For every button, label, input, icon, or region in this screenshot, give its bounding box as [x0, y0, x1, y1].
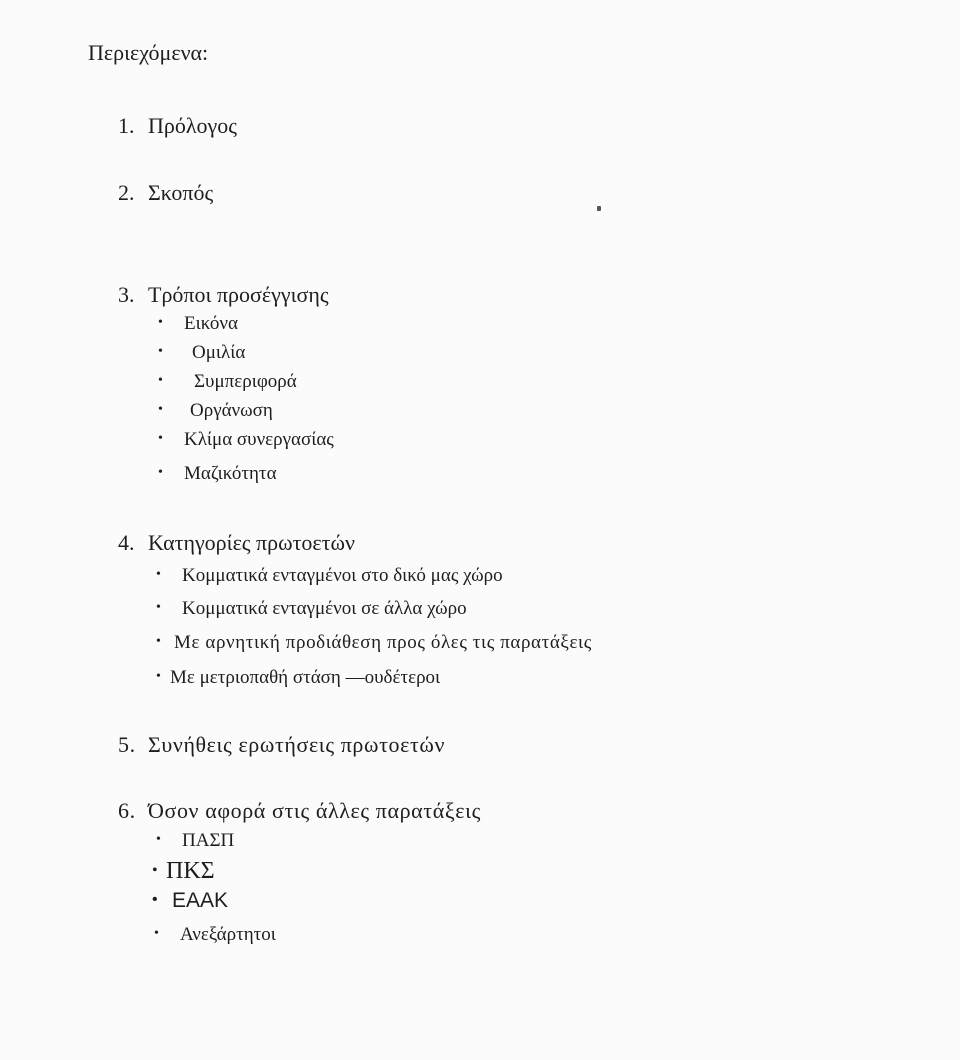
- bullet-icon: •: [152, 862, 158, 879]
- section-2: [118, 180, 213, 206]
- section-1: [118, 113, 237, 139]
- bullet-icon: •: [152, 891, 158, 908]
- section-title: Συνήθεις ερωτήσεις πρωτοετών: [148, 732, 446, 757]
- list-item: • Ανεξάρτητοι: [154, 924, 276, 945]
- bullet-icon: •: [156, 832, 161, 847]
- list-item: • Εικόνα: [158, 313, 238, 334]
- list-item: • Κλίμα συνεργασίας: [158, 429, 334, 450]
- list-item: • ΠΚΣ: [152, 858, 215, 884]
- section-6: [118, 798, 481, 824]
- bullet-icon: •: [158, 373, 163, 388]
- section-number: 4.: [118, 530, 135, 555]
- section-number: 1.: [118, 113, 135, 138]
- section-4: [118, 530, 355, 556]
- list-item: • Κομματικά ενταγμένοι στο δικό μας χώρο: [156, 565, 503, 586]
- bullet-icon: •: [158, 315, 163, 330]
- bullet-icon: •: [156, 669, 161, 684]
- bullet-icon: •: [158, 344, 163, 359]
- contents-title: Περιεχόμενα:: [88, 40, 209, 65]
- list-item: • Ομιλία: [158, 342, 246, 363]
- list-item: • Με μετριοπαθή στάση —ουδέτεροι: [156, 667, 441, 688]
- list-item: • Οργάνωση: [158, 400, 273, 421]
- bullet-icon: •: [156, 567, 161, 582]
- section-number: 5.: [118, 732, 136, 757]
- list-item: • Με αρνητική προδιάθεση προς όλες τις παρατάξεις: [156, 632, 592, 653]
- section-title: Τρόποι προσέγγισης: [148, 282, 329, 307]
- bullet-icon: •: [154, 926, 159, 941]
- section-number: 6.: [118, 798, 136, 823]
- list-item: • Κομματικά ενταγμένοι σε άλλα χώρο: [156, 598, 467, 619]
- section-3: [118, 282, 329, 308]
- section-number: 2.: [118, 180, 135, 205]
- list-item: • Συμπεριφορά: [158, 371, 297, 392]
- list-item: • ΠΑΣΠ: [156, 830, 235, 851]
- section-title: Κατηγορίες πρωτοετών: [148, 530, 355, 555]
- bullet-icon: •: [156, 634, 162, 649]
- bullet-icon: •: [158, 431, 163, 446]
- list-item: • Μαζικότητα: [158, 463, 277, 484]
- section-title: Όσον αφορά στις άλλες παρατάξεις: [148, 798, 481, 823]
- bullet-icon: •: [158, 465, 163, 480]
- section-title: Σκοπός: [148, 180, 214, 205]
- list-item: • ΕΑΑΚ: [152, 889, 229, 912]
- section-5: [118, 732, 445, 758]
- scan-speck: [597, 206, 601, 211]
- section-number: 3.: [118, 282, 135, 307]
- bullet-icon: •: [158, 402, 163, 417]
- bullet-icon: •: [156, 600, 161, 615]
- section-title: Πρόλογος: [148, 113, 237, 138]
